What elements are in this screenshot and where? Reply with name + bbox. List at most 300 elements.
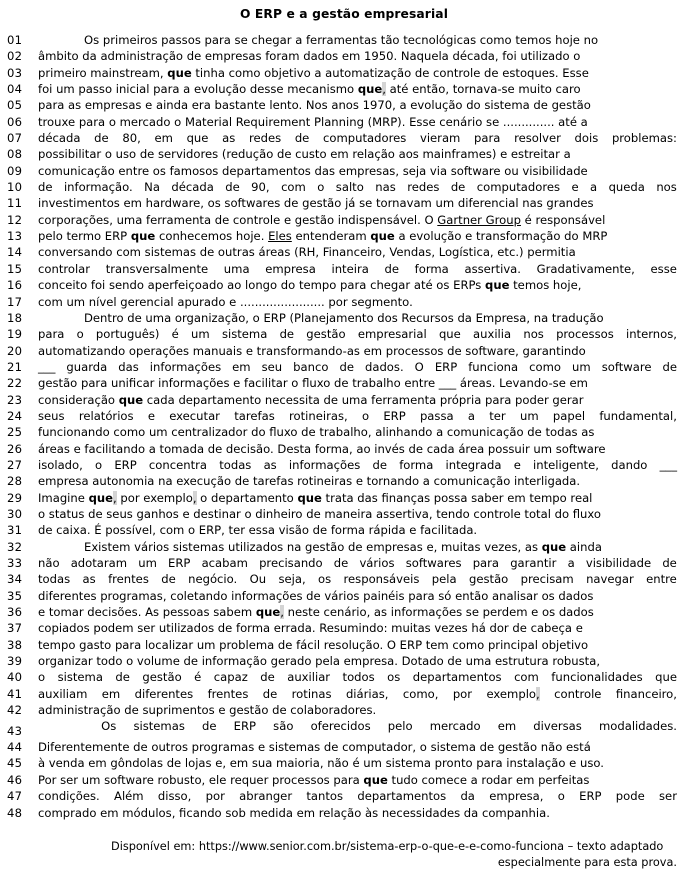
line-content: funcionando como um centralizador do fluxo de trabalho, alinhando a comunicação de todas as xyxy=(38,425,595,440)
word: em xyxy=(497,719,517,734)
line-number: 37 xyxy=(7,621,23,636)
word: todas xyxy=(219,457,252,472)
text-line xyxy=(7,506,677,522)
word: software xyxy=(601,359,652,374)
word: um xyxy=(138,556,157,570)
word: O xyxy=(414,359,424,374)
word: o xyxy=(557,789,565,804)
line-content: Existem vários sistemas utilizados na gestão de empresas e, muitas vezes, as que ainda xyxy=(84,539,602,554)
word: computadores xyxy=(476,180,561,195)
bold-run: que xyxy=(297,490,322,505)
word: controle xyxy=(554,686,602,701)
word: as xyxy=(82,572,96,587)
word: concentra xyxy=(148,457,207,472)
word: são xyxy=(273,719,294,734)
text-line xyxy=(7,228,677,244)
word: informações xyxy=(149,359,222,374)
line-number: 12 xyxy=(7,212,23,227)
text-line xyxy=(7,620,677,636)
word: empresarial xyxy=(357,327,427,342)
line-number: 45 xyxy=(7,756,23,771)
word: de xyxy=(662,556,677,570)
text-line xyxy=(7,408,677,424)
word: a xyxy=(567,556,575,570)
word: é xyxy=(171,327,179,342)
word: o xyxy=(95,457,103,472)
text-body xyxy=(0,32,688,821)
line-content: primeiro mainstream, que tinha como objetivo a automatização de controle de estoques. Esse xyxy=(38,65,589,80)
bold-run: que xyxy=(130,229,156,244)
word: os xyxy=(387,670,401,685)
word: para xyxy=(38,327,65,342)
line-content xyxy=(38,359,677,375)
line-content: e tomar decisões. As pessoas sabem que, neste cenário, as informações se perdem e os dados xyxy=(38,605,594,620)
word: dando xyxy=(611,457,648,472)
text-line xyxy=(7,571,677,587)
text-line xyxy=(7,97,677,113)
text-line xyxy=(7,522,677,538)
word: papel xyxy=(552,408,586,423)
line-content xyxy=(38,571,677,587)
word: português) xyxy=(95,327,160,342)
word: de xyxy=(333,556,349,570)
word: controlar xyxy=(38,261,91,276)
bold-run: que xyxy=(485,278,510,293)
underlined-run: Eles xyxy=(268,229,292,244)
word: em xyxy=(154,131,173,146)
text-line xyxy=(7,441,677,457)
line-content: gestão para unificar informações e facilitar o fluxo de trabalho entre ___ áreas. Levando-se em xyxy=(38,376,588,391)
line-number: 13 xyxy=(7,229,23,244)
text-line xyxy=(7,195,677,211)
word: integrada xyxy=(445,457,502,472)
line-number: 19 xyxy=(7,327,23,342)
word: a xyxy=(590,180,598,195)
word: por xyxy=(452,686,473,701)
line-number: 09 xyxy=(7,163,23,178)
word: rotinas xyxy=(291,686,332,701)
text-line xyxy=(7,555,677,571)
line-number: 22 xyxy=(7,376,23,391)
word: passa xyxy=(419,408,454,423)
line-content: automatizando operações manuais e transformando-as em processos de software, garantindo xyxy=(38,343,586,358)
text-line xyxy=(7,702,677,718)
line-number: 46 xyxy=(7,772,23,787)
line-number: 27 xyxy=(7,457,23,472)
word: as xyxy=(222,131,236,146)
word: informações xyxy=(288,457,361,472)
word: de xyxy=(262,686,278,701)
line-content: âmbito da administração de empresas foram dados em 1950. Naquela década, foi utilizado o xyxy=(38,49,581,64)
line-content: tempo gasto para localizar um problema de fácil resolução. O ERP tem como principal objetivo xyxy=(38,637,589,652)
line-content: de caixa. É possível, com o ERP, ter essa visão de forma rápida e facilitada. xyxy=(38,523,478,538)
line-content: conversando com sistemas de outras áreas (RH, Financeiro, Vendas, Logística, etc.) permitia xyxy=(38,245,576,260)
word: em xyxy=(101,686,121,701)
text-line xyxy=(7,588,677,604)
line-number: 14 xyxy=(7,245,23,260)
text-line xyxy=(7,375,677,391)
word: para xyxy=(472,556,500,570)
word: de xyxy=(161,572,176,587)
word: Os xyxy=(101,719,117,734)
line-number: 38 xyxy=(7,637,23,652)
word: esse xyxy=(650,261,677,276)
text-line xyxy=(7,392,677,408)
word: banco xyxy=(293,359,329,374)
word: de xyxy=(38,180,53,195)
line-number: 26 xyxy=(7,441,23,456)
word: de xyxy=(384,261,399,276)
word: de xyxy=(450,180,466,195)
word: responsáveis xyxy=(343,572,420,587)
word: Na xyxy=(144,180,160,195)
word: de xyxy=(202,719,217,734)
word: de xyxy=(372,457,387,472)
word: 90, xyxy=(251,180,270,195)
word: para xyxy=(474,131,501,146)
line-number: 35 xyxy=(7,588,23,603)
word: nas xyxy=(375,180,396,195)
word: com xyxy=(281,180,306,195)
word: gestão xyxy=(306,327,346,342)
text-line xyxy=(7,48,677,64)
word: sistema xyxy=(221,327,268,342)
word: frentes xyxy=(207,686,249,701)
word: nos xyxy=(523,327,544,342)
line-number: 31 xyxy=(7,523,23,538)
line-number: 42 xyxy=(7,703,23,718)
word: década xyxy=(38,131,81,146)
text-line xyxy=(7,686,677,702)
bold-run: que xyxy=(88,490,113,505)
highlighted-char: , xyxy=(382,82,386,97)
word: capaz xyxy=(213,670,248,685)
word: de xyxy=(662,359,677,374)
word: precisando xyxy=(259,556,323,570)
line-content: organizar todo o volume de informação gerado pela empresa. Dotado de uma estrutura robusta, xyxy=(38,654,601,669)
page-title: O ERP e a gestão empresarial xyxy=(239,7,449,21)
line-number: 15 xyxy=(7,261,23,276)
word: ___ xyxy=(659,457,677,472)
text-line xyxy=(7,130,677,146)
word: internos, xyxy=(625,327,677,342)
word: auxilia xyxy=(473,327,512,342)
bold-run: que xyxy=(541,539,567,554)
line-content: o status de seus ganhos e destinar o dinheiro de maneira assertiva, tendo controle total do fluxo xyxy=(38,506,601,521)
word: queda xyxy=(608,180,645,195)
word: sistema xyxy=(57,670,103,685)
text-line xyxy=(7,261,677,277)
word: ERP xyxy=(434,359,458,374)
word: informação. xyxy=(63,180,133,195)
word: o xyxy=(38,670,46,685)
word: exemplo, xyxy=(486,686,540,701)
word: que xyxy=(438,327,461,342)
word: ser xyxy=(659,789,677,804)
word: gestão xyxy=(142,670,182,685)
word: de xyxy=(94,131,109,146)
line-number: 23 xyxy=(7,392,23,407)
bold-run: que xyxy=(255,605,281,620)
word: que xyxy=(655,670,677,685)
word: assertiva. xyxy=(464,261,521,276)
word: dois xyxy=(574,131,599,146)
word: pela xyxy=(431,572,457,587)
text-line xyxy=(7,359,677,375)
word: auxiliam xyxy=(38,686,88,701)
word: não xyxy=(38,556,60,570)
text-line xyxy=(7,310,677,326)
line-number: 33 xyxy=(7,556,23,570)
word: e xyxy=(147,408,155,423)
text-line xyxy=(7,65,677,81)
bold-run: que xyxy=(370,229,395,244)
text-line xyxy=(7,146,677,162)
word: as xyxy=(263,457,277,472)
word: precisam xyxy=(520,572,574,587)
line-content xyxy=(38,669,677,685)
line-content: copiados podem ser utilizados de forma errada. Resumindo: muitas vezes há dor de cabeça e xyxy=(38,621,583,636)
word: e xyxy=(513,457,521,472)
line-content: com um nível gerencial apurado e ....................... por segmento. xyxy=(38,294,413,309)
line-content: foi um passo inicial para a evolução desse mecanismo que, até então, tornava-se muito caro xyxy=(38,82,581,97)
word: seja, xyxy=(278,572,306,587)
word: uma xyxy=(223,261,250,276)
line-number: 41 xyxy=(7,686,23,701)
word: transversalmente xyxy=(105,261,209,276)
line-content: pelo termo ERP que conhecemos hoje. Eles entenderam que a evolução e transformação do MRP xyxy=(38,229,608,244)
word: abranger xyxy=(239,789,293,804)
word: gestão xyxy=(469,572,509,587)
word: a xyxy=(467,408,475,423)
word: ERP xyxy=(114,457,137,472)
word: ter xyxy=(489,408,506,423)
text-line xyxy=(7,343,677,359)
line-content: diferentes programas, coletando informações de vários painéis para só então analisar os dados xyxy=(38,588,594,603)
text-line xyxy=(7,457,677,473)
word: visibilidade xyxy=(585,556,652,570)
word: década xyxy=(171,180,214,195)
word: nos xyxy=(656,180,677,195)
word: por xyxy=(205,789,225,804)
word: um xyxy=(191,327,210,342)
line-number: 39 xyxy=(7,654,23,669)
line-number: 02 xyxy=(7,49,23,64)
bold-run: que xyxy=(167,65,192,80)
word: de xyxy=(279,327,295,342)
line-content: Imagine que, por exemplo, o departamento que trata das finanças possa saber em tempo real xyxy=(38,490,593,505)
line-content: para as empresas e ainda era bastante lento. Nos anos 1970, a evolução do sistema de gestão xyxy=(38,98,591,113)
line-number: 48 xyxy=(7,805,23,820)
word: todos xyxy=(342,670,375,685)
line-content xyxy=(38,788,677,804)
line-number: 03 xyxy=(7,65,23,80)
word: forma xyxy=(414,261,449,276)
line-number: 18 xyxy=(7,310,23,325)
source-line-1: Disponível em: https://www.senior.com.br/sistema-erp-o-que-e-e-como-funciona – texto adaptado xyxy=(111,839,664,853)
line-number: 16 xyxy=(7,278,23,293)
word: tarefas xyxy=(234,408,275,423)
word: ___ xyxy=(38,359,56,374)
word: diversas xyxy=(533,719,582,734)
line-number: 44 xyxy=(7,740,23,755)
text-line xyxy=(7,114,677,130)
line-content: trouxe para o mercado o Material Requirement Planning (MRP). Esse cenário se .............. até a xyxy=(38,114,588,129)
text-line xyxy=(7,788,677,804)
word: modalidades. xyxy=(598,719,677,734)
text-line xyxy=(7,604,677,620)
word: negócio. xyxy=(188,572,238,587)
text-line xyxy=(7,739,677,755)
line-number: 06 xyxy=(7,114,23,129)
word: redes xyxy=(248,131,282,146)
word: departamentos xyxy=(412,670,502,685)
word: processos xyxy=(556,327,614,342)
text-line xyxy=(7,473,677,489)
line-content: Dentro de uma organização, o ERP (Planejamento dos Recursos da Empresa, na tradução xyxy=(84,310,604,325)
line-content: consideração que cada departamento necessita de uma ferramenta própria para poder gerar xyxy=(38,392,584,407)
text-line xyxy=(7,179,677,195)
line-number: 10 xyxy=(7,180,23,195)
line-number: 08 xyxy=(7,147,23,162)
text-line xyxy=(7,539,677,555)
word: forma xyxy=(399,457,434,472)
line-number: 28 xyxy=(7,474,23,489)
word: softwares xyxy=(405,556,462,570)
line-number: 01 xyxy=(7,33,23,47)
line-content: empresa autonomia na execução de tarefas rotineiras e tornando a comunicação interligada. xyxy=(38,474,581,489)
word: pelo xyxy=(387,719,413,734)
word: o xyxy=(317,180,325,195)
word: de xyxy=(115,670,130,685)
line-content: áreas e facilitando a tomada de decisão. Desta forma, ao invés de cada área possuir um software xyxy=(38,441,606,456)
bold-run: que xyxy=(118,392,144,407)
text-line xyxy=(7,637,677,653)
text-line xyxy=(7,490,677,506)
line-number: 30 xyxy=(7,506,23,521)
word: em xyxy=(232,359,251,374)
line-content xyxy=(38,718,677,734)
bold-run: que xyxy=(363,772,388,787)
line-content xyxy=(38,408,677,424)
word: 80, xyxy=(122,131,141,146)
word: é xyxy=(194,670,202,685)
line-content xyxy=(38,326,677,342)
word: com xyxy=(514,670,539,685)
word: o xyxy=(361,408,370,423)
line-content: comprado em módulos, ficando sob medida em relação às necessidades da companhia. xyxy=(38,805,550,820)
line-number: 34 xyxy=(7,572,23,587)
word: os xyxy=(318,572,332,587)
word: todas xyxy=(38,572,71,587)
line-content xyxy=(38,457,677,473)
word: rotineiras, xyxy=(289,408,348,423)
line-content: investimentos em hardware, os softwares de gestão já se tornavam um diferencial nas grandes xyxy=(38,196,594,211)
text-line xyxy=(7,755,677,771)
line-content xyxy=(38,686,677,702)
line-content: administração de suprimentos e gestão de colaboradores. xyxy=(38,703,377,718)
word: da xyxy=(460,789,475,804)
word: financeiro, xyxy=(615,686,677,701)
line-content: corporações, uma ferramenta de controle e gestão indispensável. O Gartner Group é responsável xyxy=(38,212,606,227)
bold-run: que xyxy=(357,82,383,97)
word: fundamental, xyxy=(599,408,677,423)
word: dados. xyxy=(364,359,404,374)
line-number: 47 xyxy=(7,789,23,804)
word: sistemas xyxy=(133,719,185,734)
line-number: 21 xyxy=(7,359,23,374)
word: de xyxy=(339,359,354,374)
line-number: 36 xyxy=(7,605,23,620)
text-line xyxy=(7,277,677,293)
text-line xyxy=(7,32,677,48)
text-line xyxy=(7,326,677,342)
highlighted-char: , xyxy=(536,686,540,701)
text-line xyxy=(7,81,677,97)
word: resolver xyxy=(514,131,561,146)
text-line xyxy=(7,653,677,669)
paragraph-indent xyxy=(38,718,84,734)
word: oferecidos xyxy=(310,719,371,734)
word: funciona xyxy=(468,359,519,374)
word: salto xyxy=(335,180,364,195)
line-content: à venda em gôndolas de lojas e, em sua maioria, não é um sistema pronto para instalação e uso. xyxy=(38,756,604,771)
word: vários xyxy=(359,556,395,570)
word: empresa, xyxy=(489,789,544,804)
word: Ou xyxy=(249,572,267,587)
text-line xyxy=(7,212,677,228)
word: como xyxy=(529,359,561,374)
word: diferentes xyxy=(134,686,194,701)
line-content: Os primeiros passos para se chegar a ferramentas tão tecnológicas como temos hoje no xyxy=(84,33,599,47)
text-line xyxy=(7,669,677,685)
line-number: 05 xyxy=(7,98,23,113)
word: redes xyxy=(407,180,440,195)
line-content: Por ser um software robusto, ele requer processos para que tudo comece a rodar em perfeitas xyxy=(38,772,590,787)
word: Gradativamente, xyxy=(536,261,635,276)
word: e xyxy=(571,180,579,195)
word: auxiliar xyxy=(287,670,331,685)
word: departamentos xyxy=(357,789,447,804)
line-number: 25 xyxy=(7,425,23,440)
line-number: 07 xyxy=(7,131,23,146)
line-number: 11 xyxy=(7,196,23,211)
line-number: 43 xyxy=(7,723,23,738)
line-number: 20 xyxy=(7,343,23,358)
word: pode xyxy=(615,789,645,804)
word: mercado xyxy=(429,719,481,734)
word: ERP xyxy=(233,719,257,734)
word: Além xyxy=(114,789,144,804)
source-attribution xyxy=(0,839,688,872)
word: computadores xyxy=(323,131,407,146)
line-content: conceito foi sendo aperfeiçoado ao longo do tempo para chegar até os ERPs que temos hoje, xyxy=(38,278,582,293)
word: seu xyxy=(261,359,283,374)
line-content: comunicação entre os famosos departamentos das empresas, seja via software ou visibilidade xyxy=(38,163,588,178)
line-number: 04 xyxy=(7,82,23,97)
word: inteligente, xyxy=(533,457,599,472)
word: executar xyxy=(169,408,220,423)
word: de xyxy=(225,180,240,195)
word: funcionalidades xyxy=(551,670,643,685)
word: frentes xyxy=(108,572,149,587)
word: seus xyxy=(38,408,65,423)
word: disso, xyxy=(157,789,192,804)
word: diárias, xyxy=(345,686,389,701)
word: acabam xyxy=(201,556,248,570)
text-line xyxy=(7,718,677,739)
line-content xyxy=(38,179,677,195)
